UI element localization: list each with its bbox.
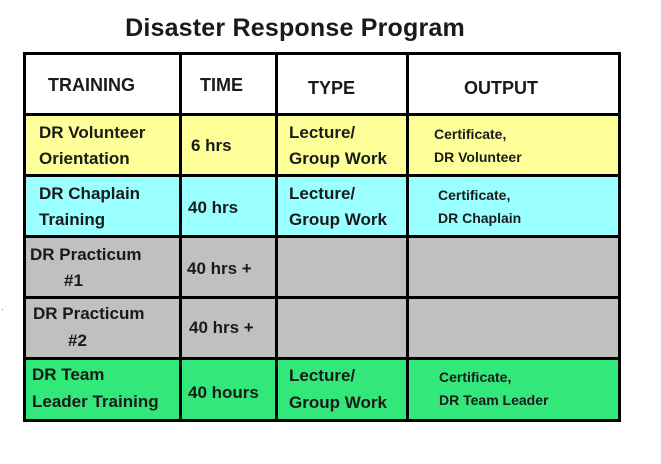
row2-time-cell	[182, 177, 275, 235]
row3-type-cell	[278, 238, 406, 296]
stray-dot	[2, 309, 3, 310]
row1-output-line1: Certificate,	[434, 126, 507, 142]
row5-time-cell	[182, 360, 275, 419]
row1-type-line2: Group Work	[289, 149, 387, 168]
header-training: TRAINING	[48, 75, 135, 95]
row1-type-line1: Lecture/	[289, 123, 356, 142]
row1-training-line2: Orientation	[39, 149, 130, 168]
row4-type-cell	[278, 299, 406, 357]
row1-time: 6 hrs	[191, 136, 232, 155]
row1-training-line1: DR Volunteer	[39, 123, 146, 142]
row3-time: 40 hrs +	[187, 259, 252, 278]
row2-training-line2: Training	[39, 210, 106, 229]
row2-output-line2: DR Chaplain	[438, 210, 522, 226]
row5-output-line2: DR Team Leader	[439, 392, 549, 408]
row4-time: 40 hrs +	[189, 318, 254, 337]
row3-training-line1: DR Practicum	[30, 245, 142, 264]
row5-training-cell	[26, 360, 179, 419]
row3-output-cell	[409, 238, 618, 296]
row1-time-cell	[182, 116, 275, 174]
header-cell-output	[409, 55, 618, 113]
header-output: OUTPUT	[464, 78, 538, 98]
header-type: TYPE	[308, 78, 356, 98]
row2-type-cell	[278, 177, 406, 235]
row5-type-line1: Lecture/	[289, 366, 356, 385]
row2-time: 40 hrs	[188, 198, 239, 217]
page-title: Disaster Response Program	[125, 14, 465, 42]
header-cell-time	[182, 55, 275, 113]
row2-type-line1: Lecture/	[289, 184, 356, 203]
row4-time-cell	[182, 299, 275, 357]
row4-training-line1: DR Practicum	[33, 304, 145, 323]
row3-training-cell	[26, 238, 179, 296]
training-table	[23, 52, 621, 422]
row5-output-line1: Certificate,	[439, 369, 512, 385]
header-time: TIME	[200, 75, 243, 95]
row3-time-cell	[182, 238, 275, 296]
row5-type-cell	[278, 360, 406, 419]
row2-type-line2: Group Work	[289, 210, 387, 229]
header-cell-type	[278, 55, 406, 113]
row3-training-line2: #1	[64, 271, 83, 290]
row1-output-cell	[409, 116, 618, 174]
row1-training-cell	[26, 116, 179, 174]
row1-output-line2: DR Volunteer	[434, 149, 522, 165]
row2-output-line1: Certificate,	[438, 187, 511, 203]
header-cell-training	[26, 55, 179, 113]
row2-training-cell	[26, 177, 179, 235]
row2-training-line1: DR Chaplain	[39, 184, 141, 203]
row2-output-cell	[409, 177, 618, 235]
row1-type-cell	[278, 116, 406, 174]
row4-output-cell	[409, 299, 618, 357]
row5-type-line2: Group Work	[289, 393, 387, 412]
row5-training-line1: DR Team	[32, 365, 105, 384]
row5-output-cell	[409, 360, 618, 419]
row4-training-cell	[26, 299, 179, 357]
row5-time: 40 hours	[188, 383, 259, 402]
row5-training-line2: Leader Training	[32, 392, 159, 411]
row4-training-line2: #2	[68, 331, 87, 350]
